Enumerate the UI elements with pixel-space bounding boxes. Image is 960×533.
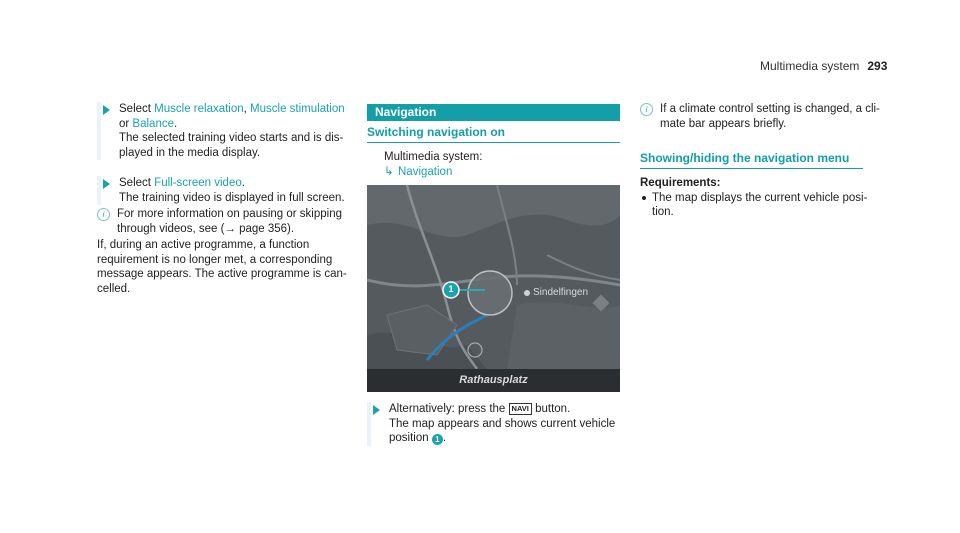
page-number: 293 xyxy=(867,59,888,73)
path-arrow-icon: ↳ xyxy=(384,165,394,178)
link-muscle-relaxation[interactable]: Muscle relaxation xyxy=(154,103,244,115)
link-full-screen-video[interactable]: Full-screen video xyxy=(154,177,242,189)
section-title-navigation: Navigation xyxy=(367,104,620,121)
link-balance[interactable]: Balance xyxy=(132,117,174,130)
subheading-show-hide-menu: Showing/hiding the navigation menu xyxy=(640,151,863,169)
position-badge-icon: 1 xyxy=(432,434,443,445)
left-column xyxy=(97,102,357,296)
map-city-label: Sindelfingen xyxy=(533,287,589,298)
subheading-switching-navigation: Switching navigation on xyxy=(367,125,620,143)
link-muscle-stimulation[interactable]: Muscle stimulation xyxy=(250,103,345,115)
step-arrow-icon xyxy=(103,105,110,115)
page-header xyxy=(760,59,900,73)
right-column xyxy=(640,102,900,131)
step-select-programme: Select Muscle relaxation, Muscle stimulation or Balance. The selected training video starts and is dis- played in the media display. xyxy=(97,102,357,160)
step-press-navi: Alternatively: press the NAVI button. The map appears and shows current vehicle position 1 . xyxy=(367,402,627,446)
requirements-label: Requirements: xyxy=(640,177,721,189)
cancel-paragraph: If, during an active programme, a function requirement is no longer met, a corresponding message appears. The active programme is can- celled. xyxy=(97,239,347,295)
navi-key-icon: NAVI xyxy=(509,403,532,415)
bullet-icon xyxy=(642,196,646,200)
middle-step xyxy=(367,402,627,446)
path-label: Multimedia system: xyxy=(384,151,483,163)
step-arrow-icon xyxy=(103,179,110,189)
path-item-navigation[interactable]: Navigation xyxy=(398,165,453,178)
step-arrow-icon xyxy=(373,405,380,415)
info-icon: i xyxy=(640,103,653,116)
menu-path xyxy=(384,150,482,179)
header-section-title: Multimedia system xyxy=(760,59,860,73)
climate-note: i If a climate control setting is changed, a cli- mate bar appears briefly. xyxy=(640,102,900,131)
requirement-item: The map displays the current vehicle posi- tion. xyxy=(640,191,880,220)
map-street-bar: Rathausplatz xyxy=(367,369,620,392)
navigation-map[interactable] xyxy=(367,185,620,392)
info-note: i For more information on pausing or skipping through videos, see (→ page 356). xyxy=(97,207,357,236)
info-icon: i xyxy=(97,208,110,221)
step-full-screen: Select Full-screen video. The training video is displayed in full screen. xyxy=(97,176,357,205)
requirements-block xyxy=(640,176,880,220)
position-marker: 1 xyxy=(448,284,454,294)
